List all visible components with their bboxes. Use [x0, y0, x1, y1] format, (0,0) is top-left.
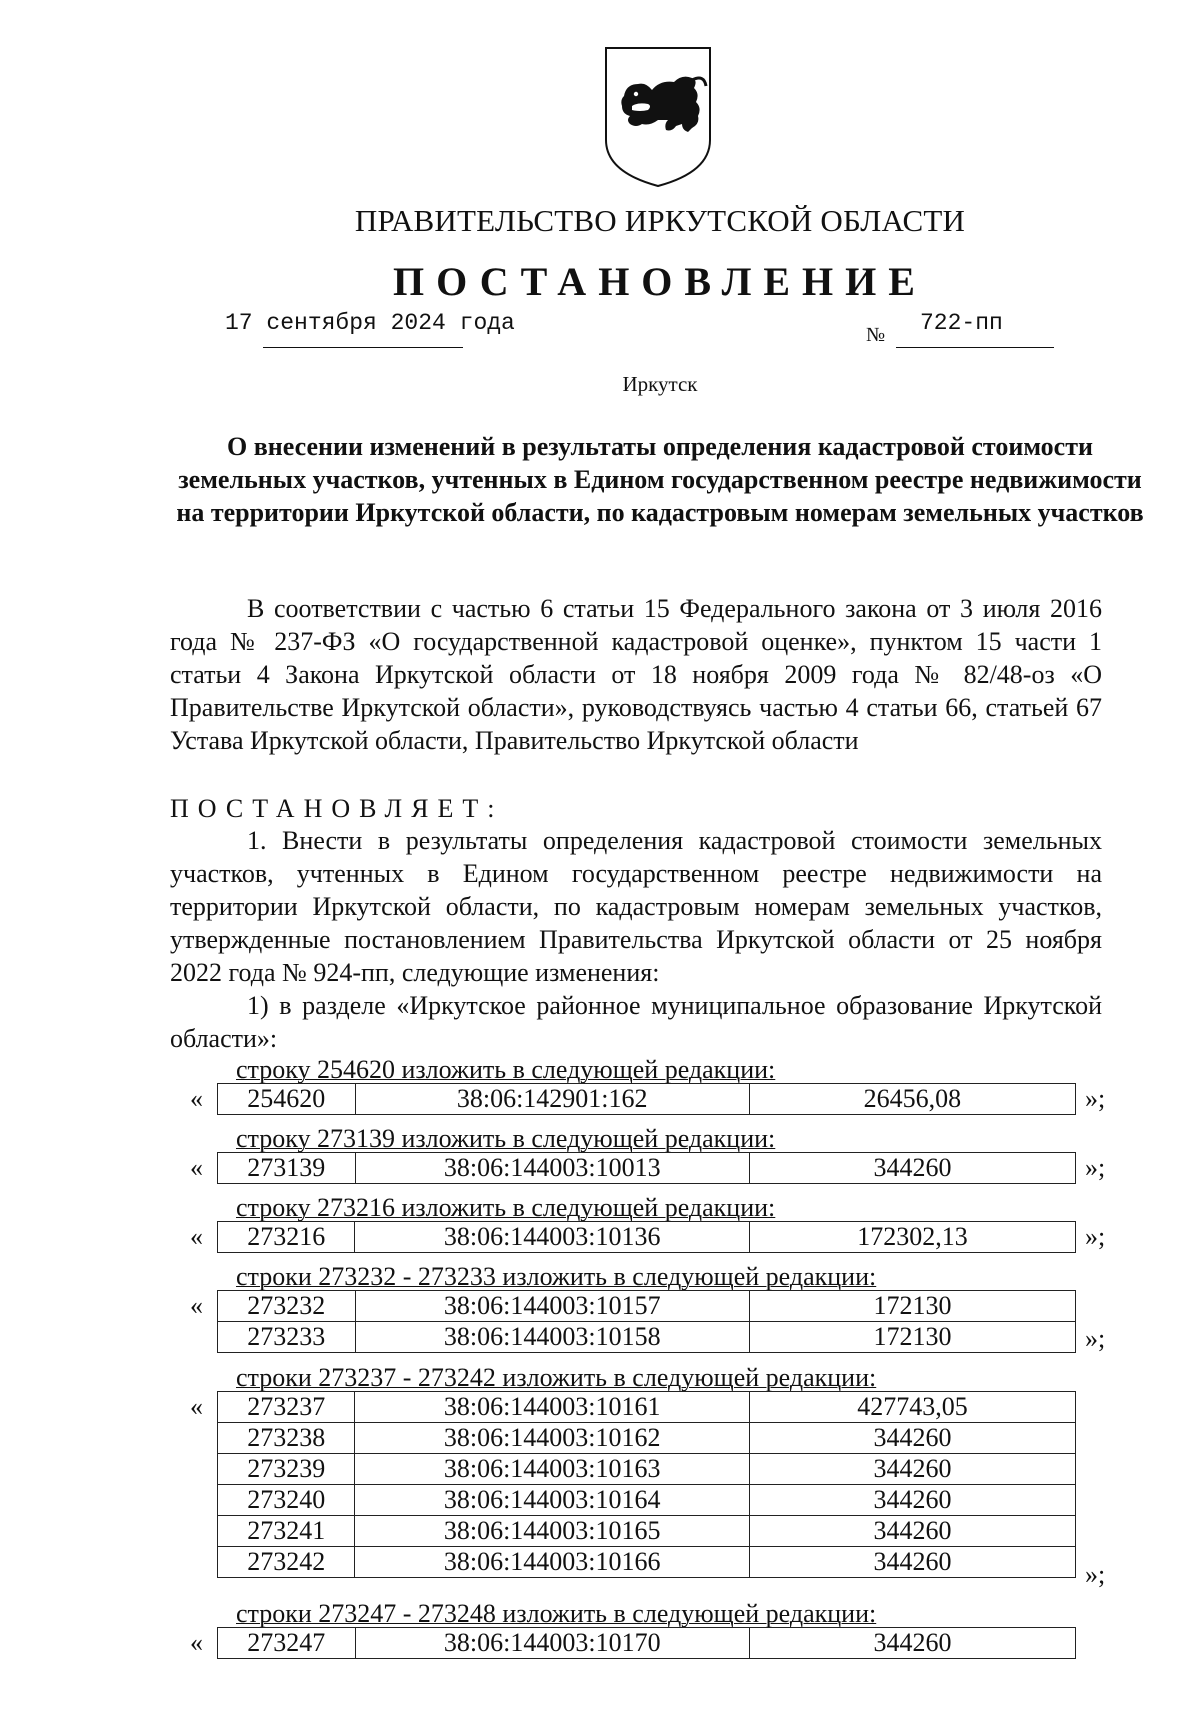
- document-type: ПОСТАНОВЛЕНИЕ: [393, 259, 927, 304]
- document-subject: О внесении изменений в результаты определения кадастровой стоимости земельных участков, учтенных в Едином государственном реестре недвижимости на территории Иркутской области, по кадастровым номерам земельных участков: [176, 432, 1144, 527]
- date-underline: [263, 347, 463, 348]
- table-row: [218, 1291, 1076, 1322]
- table-row: [218, 1423, 1076, 1454]
- cadastral-number-cell: 38:06:142901:162: [355, 1084, 749, 1115]
- cadastral-value-cell: 344260: [749, 1454, 1075, 1485]
- cadastral-number-cell: 38:06:144003:10165: [355, 1516, 749, 1547]
- cadastral-value-cell: 344260: [749, 1516, 1075, 1547]
- cadastral-value-cell: 427743,05: [749, 1392, 1075, 1423]
- quote-open: «: [190, 1291, 203, 1320]
- cadastral-number-cell: 38:06:144003:10163: [355, 1454, 749, 1485]
- number-sign: №: [866, 324, 886, 346]
- quote-open: «: [190, 1628, 203, 1657]
- table-row: [218, 1322, 1076, 1353]
- document-number: 722-пп: [920, 310, 1003, 336]
- quote-close: »;: [1085, 1222, 1106, 1251]
- quote-close: »;: [1085, 1560, 1106, 1589]
- row-number-cell: 273242: [218, 1547, 355, 1578]
- subitem-1-paragraph: 1) в разделе «Иркутское районное муниципальное образование Иркутской области»:: [170, 991, 1102, 1053]
- row-number-cell: 273233: [218, 1322, 356, 1353]
- table-row: [218, 1392, 1076, 1423]
- amendment-instruction: строку 273139 изложить в следующей редакции:: [236, 1124, 776, 1153]
- row-number-cell: 273139: [218, 1153, 356, 1184]
- number-underline: [896, 347, 1054, 348]
- amendment-instruction: строку 273216 изложить в следующей редакции:: [236, 1193, 776, 1222]
- table-row: [218, 1485, 1076, 1516]
- document-city: Иркутск: [622, 372, 698, 396]
- table-row: [218, 1153, 1076, 1184]
- cadastral-table: [217, 1627, 1076, 1659]
- cadastral-value-cell: 344260: [749, 1485, 1075, 1516]
- table-row: [218, 1547, 1076, 1578]
- row-number-cell: 273238: [218, 1423, 355, 1454]
- resolves-heading: ПОСТАНОВЛЯЕТ:: [170, 794, 504, 823]
- quote-open: «: [190, 1222, 203, 1251]
- row-number-cell: 273232: [218, 1291, 356, 1322]
- amendment-instruction: строку 254620 изложить в следующей редакции:: [236, 1055, 776, 1084]
- table-row: [218, 1084, 1076, 1115]
- preamble-paragraph: В соответствии с частью 6 статьи 15 Федерального закона от 3 июля 2016 года № 237-ФЗ «О государственной кадастровой оценке», пунктом 15 части 1 статьи 4 Закона Иркутской области от 18 ноября 2009 года № 82/48-оз «О Правительстве Иркутской области», руководствуясь частью 4 статьи 66, статьей 67 Устава Иркутской области, Правительство Иркутской области: [170, 594, 1102, 755]
- cadastral-value-cell: 172130: [750, 1291, 1076, 1322]
- cadastral-number-cell: 38:06:144003:10158: [355, 1322, 750, 1353]
- cadastral-table: [217, 1290, 1076, 1353]
- cadastral-number-cell: 38:06:144003:10136: [355, 1222, 749, 1253]
- row-number-cell: 273216: [218, 1222, 355, 1253]
- cadastral-number-cell: 38:06:144003:10013: [355, 1153, 750, 1184]
- quote-open: «: [190, 1392, 203, 1421]
- amendment-instruction: строки 273247 - 273248 изложить в следующей редакции:: [236, 1599, 877, 1628]
- cadastral-value-cell: 26456,08: [749, 1084, 1075, 1115]
- table-row: [218, 1454, 1076, 1485]
- government-name: ПРАВИТЕЛЬСТВО ИРКУТСКОЙ ОБЛАСТИ: [354, 203, 966, 238]
- cadastral-table: [217, 1083, 1076, 1115]
- cadastral-value-cell: 172130: [750, 1322, 1076, 1353]
- document-date: 17 сентября 2024 года: [225, 310, 515, 336]
- cadastral-value-cell: 344260: [750, 1153, 1076, 1184]
- cadastral-table: [217, 1391, 1076, 1578]
- cadastral-number-cell: 38:06:144003:10157: [355, 1291, 750, 1322]
- cadastral-number-cell: 38:06:144003:10170: [355, 1628, 750, 1659]
- item-1-paragraph: 1. Внести в результаты определения кадастровой стоимости земельных участков, учтенных в Едином государственном реестре недвижимости на территории Иркутской области, по кадастровым номерам земельных участков, утвержденные постановлением Правительства Иркутской области от 25 ноября 2022 года № 924-пп, следующие изменения:: [170, 826, 1102, 987]
- quote-close: »;: [1085, 1084, 1106, 1113]
- row-number-cell: 273241: [218, 1516, 355, 1547]
- quote-open: «: [190, 1153, 203, 1182]
- row-number-cell: 273240: [218, 1485, 355, 1516]
- row-number-cell: 254620: [218, 1084, 356, 1115]
- cadastral-table: [217, 1152, 1076, 1184]
- cadastral-table: [217, 1221, 1076, 1253]
- table-row: [218, 1222, 1076, 1253]
- row-number-cell: 273237: [218, 1392, 355, 1423]
- table-row: [218, 1628, 1076, 1659]
- quote-open: «: [190, 1084, 203, 1113]
- amendment-instruction: строки 273232 - 273233 изложить в следующей редакции:: [236, 1262, 877, 1291]
- quote-close: »;: [1085, 1153, 1106, 1182]
- cadastral-number-cell: 38:06:144003:10162: [355, 1423, 749, 1454]
- cadastral-number-cell: 38:06:144003:10161: [355, 1392, 749, 1423]
- quote-close: »;: [1085, 1324, 1106, 1353]
- cadastral-number-cell: 38:06:144003:10166: [355, 1547, 749, 1578]
- cadastral-value-cell: 344260: [749, 1547, 1075, 1578]
- row-number-cell: 273239: [218, 1454, 355, 1485]
- row-number-cell: 273247: [218, 1628, 356, 1659]
- cadastral-value-cell: 172302,13: [749, 1222, 1075, 1253]
- irkutsk-coat-of-arms-icon: [602, 44, 714, 190]
- amendment-instruction: строки 273237 - 273242 изложить в следующей редакции:: [236, 1363, 877, 1392]
- cadastral-number-cell: 38:06:144003:10164: [355, 1485, 749, 1516]
- cadastral-value-cell: 344260: [750, 1628, 1076, 1659]
- cadastral-value-cell: 344260: [749, 1423, 1075, 1454]
- table-row: [218, 1516, 1076, 1547]
